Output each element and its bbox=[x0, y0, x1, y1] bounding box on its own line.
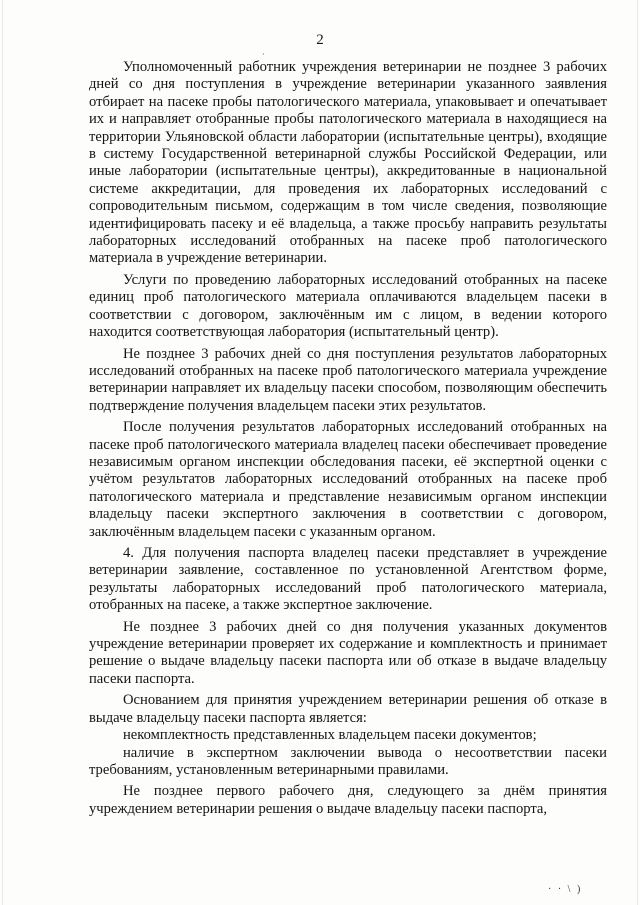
paragraph-inspection: После получения результатов лабораторных исследований отобранных на пасеке проб патологического материала владелец пасеки обеспечивает проведение независимым органом инспекции обследования пасеки, её экспертной оценки с учётом результатов лабораторных исследований отобранных на пасеке проб патологического материала и представление независимым органом инспекции владельцу пасеки экспертного заключения в соответствии с договором, заключённым владельцем пасеки с указанным органом. bbox=[89, 419, 607, 540]
document-body bbox=[89, 59, 607, 818]
scan-speck: · bbox=[262, 50, 265, 59]
scan-edge-right bbox=[637, 0, 638, 905]
list-item-incomplete-documents: некомплектность представленных владельцем пасеки документов; bbox=[123, 727, 537, 744]
paragraph-sample-collection: Уполномоченный работник учреждения ветеринарии не позднее 3 рабочих дней со дня поступления в учреждение ветеринарии указанного заявления отбирает на пасеке пробы патологического материала, упаковывает и опечатывает их и направляет отобранные пробы патологического материала в находящиеся на территории Ульяновской области лаборатории (испытательные центры), входящие в систему Государственной ветеринарной службы Российской Федерации, или иные лаборатории (испытательные центры), аккредитованные в национальной системе аккредитации, для проведения их лабораторных исследований с сопроводительным письмом, содержащим в том числе сведения, позволяющие идентифицировать пасеку и её владельца, а также просьбу направить результаты лабораторных исследований отобранных на пасеке проб патологического материала в учреждение ветеринарии. bbox=[89, 59, 607, 267]
page-number: 2 bbox=[316, 32, 324, 48]
scan-mark: · · \ ) bbox=[548, 884, 583, 895]
paragraph-refusal-grounds: Основанием для принятия учреждением ветеринарии решения об отказе в выдаче владельцу пасеки паспорта является: bbox=[89, 692, 607, 726]
paragraph-lab-payment: Услуги по проведению лабораторных исследований отобранных на пасеке единиц проб патологического материала оплачиваются владельцем пасеки в соответствии с договором, заключённым им с лицом, в ведении которого находится соответствующая лаборатория (испытательный центр). bbox=[89, 271, 607, 341]
paragraph-item-4: 4. Для получения паспорта владелец пасеки представляет в учреждение ветеринарии заявление, составленное по установленной Агентством форме, результаты лабораторных исследований проб патологического материала, отобранных на пасеке, а также экспертное заключение. bbox=[89, 544, 607, 614]
scan-edge-left bbox=[2, 0, 3, 905]
paragraph-decision: Не позднее 3 рабочих дней со дня получения указанных документов учреждение ветеринарии проверяет их содержание и комплектность и принимает решение о выдаче владельцу пасеки паспорта или об отказе в выдаче владельцу пасеки паспорта. bbox=[89, 618, 607, 687]
list-item-nonconformity: наличие в экспертном заключении вывода о несоответствии пасеки требованиям, установленным ветеринарными правилами. bbox=[89, 744, 607, 778]
paragraph-next-working-day: Не позднее первого рабочего дня, следующего за днём принятия учреждением ветеринарии решения о выдаче владельцу пасеки паспорта, bbox=[89, 783, 607, 817]
paragraph-results-forwarding: Не позднее 3 рабочих дней со дня поступления результатов лабораторных исследований отобранных на пасеке проб патологического материала учреждение ветеринарии направляет их владельцу пасеки способом, позволяющим обеспечить подтверждение получения владельцем пасеки этих результатов. bbox=[89, 345, 607, 414]
